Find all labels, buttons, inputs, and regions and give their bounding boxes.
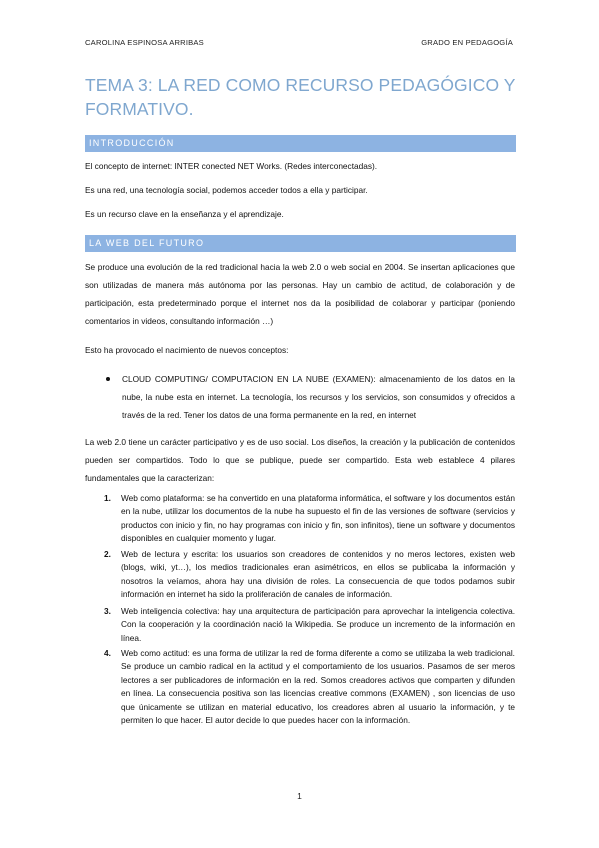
intro-paragraph-2: Es una red, una tecnología social, podemos acceder todos a ella y participar. xyxy=(85,185,368,195)
list-item xyxy=(104,647,515,727)
list-number: 4. xyxy=(104,648,111,658)
document-title: TEMA 3: LA RED COMO RECURSO PEDAGÓGICO Y FORMATIVO. xyxy=(85,75,516,119)
section-heading-future: LA WEB DEL FUTURO xyxy=(85,235,516,252)
section-heading-intro: INTRODUCCIÓN xyxy=(85,135,516,152)
future-paragraph-1: Se produce una evolución de la red tradicional hacia la web 2.0 o web social en 2004. Se insertan aplicaciones que son utilizadas de manera más autónoma por las personas. Hay un cambio de actitud, de colaboración y de participación, esta predeterminado porque el internet nos da la posibilidad de colaborar y participar (poniendo comentarios in videos, consultando información …) xyxy=(85,262,515,326)
list-text: Web de lectura y escrita: los usuarios son creadores de contenidos y no meros lectores, existen web (blogs, wiki, yt…), los medios tradicionales eran asimétricos, en ellos se publicaba la información y nosotros la veíamos, ahora hay una división de roles. La consecuencia de que todos podamos subir información en internet ha sido la proliferación de canales de información. xyxy=(121,549,515,600)
list-number: 2. xyxy=(104,549,111,559)
page-number: 1 xyxy=(297,791,302,801)
intro-paragraph-3: Es un recurso clave en la enseñanza y el aprendizaje. xyxy=(85,209,284,219)
list-item xyxy=(104,548,515,602)
header-degree: GRADO EN PEDAGOGÍA xyxy=(421,38,513,47)
bullet-text: CLOUD COMPUTING/ COMPUTACION EN LA NUBE (EXAMEN): almacenamiento de los datos en la nube, la nube esta en internet. La tecnología, los recursos y los servicios, son consumidos y ofrecidos a través de la red. Tener los datos de una forma permanente en la red, en internet xyxy=(122,374,515,420)
list-item xyxy=(104,492,515,546)
page-header xyxy=(85,38,513,50)
bullet-dot xyxy=(106,377,110,381)
header-author: CAROLINA ESPINOSA ARRIBAS xyxy=(85,38,204,47)
list-number: 3. xyxy=(104,606,111,616)
intro-paragraph-1: El concepto de internet: INTER conected NET Works. (Redes interconectadas). xyxy=(85,161,378,171)
list-text: Web como actitud: es una forma de utilizar la red de forma diferente a como se utilizaba la web tradicional. Se produce un cambio radical en la actitud y el comportamiento de los usuarios. Pasamos de ser meros lectores a ser publicadores de información en la red. Somos creadores activos que comparten y difunden en línea. La consecuencia positiva son las licencias creative commons (EXAMEN) , son licencias de uso que únicamente se utilizan en material educativo, los creadores abren al usuario la información, y te permiten lo que hacer. El autor decide lo que puedes hacer con la información. xyxy=(121,648,515,726)
list-item xyxy=(104,605,515,645)
list-text: Web como plataforma: se ha convertido en una plataforma informática, el software y los documentos están en la nube, utilizar los documentos de la nube ha supuesto el fin de las versiones de software (servicios y productos con inicio y fin, no hay programas con inicio y fin, son infinitos), tiene un software y documentos disponibles en cualquier momento y lugar. xyxy=(121,493,515,544)
list-number: 1. xyxy=(104,493,111,503)
list-text: Web inteligencia colectiva: hay una arquitectura de participación para aprovechar la inteligencia colectiva. Con la cooperación y la coordinación nació la Wikipedia. Se produce un incremento de la información en línea. xyxy=(121,606,515,643)
future-paragraph-2: Esto ha provocado el nacimiento de nuevos conceptos: xyxy=(85,345,289,355)
future-paragraph-3: La web 2.0 tiene un carácter participativo y es de uso social. Los diseños, la creación y la publicación de contenidos pueden ser compartidos. Todo lo que se publique, puede ser compartido. Esta web establece 4 pilares fundamentales que la caracterizan: xyxy=(85,437,515,483)
bullet-item-cloud xyxy=(106,370,515,424)
